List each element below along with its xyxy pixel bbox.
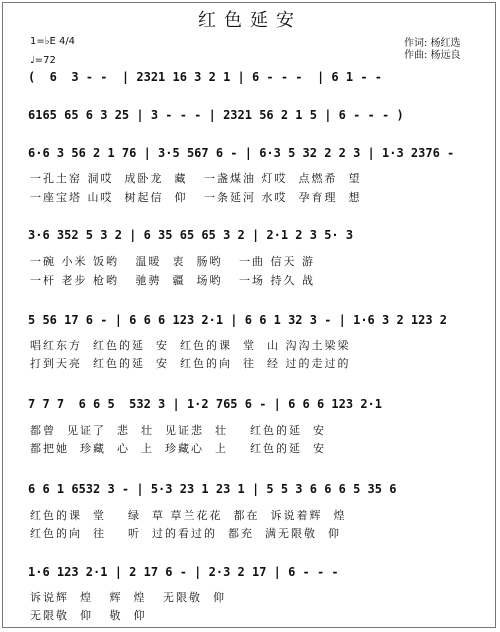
lyric-line-verse2: 一杆 老步 枪哟 驰骋 疆 场哟 一场 持久 战 [30,274,315,287]
notation-line: 1·6 123 2·1 | 2 17 6 - | 2·3 2 17 | 6 - - - [28,565,339,579]
lyric-line-verse1: 一孔土窑 洞哎 成卧龙 藏 一盏煤油 灯哎 点燃希 望 [30,172,362,185]
lyricist-credit: 作词: 杨红选 [404,38,461,49]
lyric-line-verse1: 一碗 小米 饭哟 温暖 衷 肠哟 一曲 信天 游 [30,255,315,268]
lyric-line-verse2: 一座宝塔 山哎 树起信 仰 一条延河 水哎 孕育理 想 [30,191,362,204]
lyric-line-verse1: 红色的课 堂 绿 草 草兰花花 都在 诉说着辉 煌 [30,509,347,522]
key-signature: 1=♭E 4/4 [30,36,76,47]
lyric-line-verse1: 诉说辉 煌 辉 煌 无限敬 仰 [30,591,226,604]
notation-line: 6 6 1 6532 3 - | 5·3 23 1 23 1 | 5 5 3 6 6 6 5 35 6 [28,482,397,496]
notation-line: 3·6 352 5 3 2 | 6 35 65 65 3 2 | 2·1 2 3 5· 3 [28,228,354,242]
lyric-line-verse2: 红色的向 往 听 过的看过的 都充 满无限敬 仰 [30,527,341,540]
notation-line: 7 7 7 6 6 5 532 3 | 1·2 765 6 - | 6 6 6 123 2·1 [28,397,383,411]
song-title: 红色延安 [198,10,302,31]
tempo-marking: ♩=72 [30,55,56,66]
notation-line: ( 6 3 - - | 2321 16 3 2 1 | 6 - - - | 6 1 - - [28,70,383,84]
notation-line: 6·6 3 56 2 1 76 | 3·5 567 6 - | 6·3 5 32 2 2 3 | 1·3 2376 - [28,146,455,160]
credits [404,38,461,62]
lyric-line-verse2: 打到天亮 红色的延 安 红色的向 往 经 过的走过的 [30,357,351,370]
lyric-line-verse2: 无限敬 仰 敬 仰 [30,609,147,622]
notation-line: 5 56 17 6 - | 6 6 6 123 2·1 | 6 6 1 32 3 - | 1·6 3 2 123 2 [28,313,448,327]
lyric-line-verse2: 都把她 珍藏 心 上 珍藏心 上 红色的延 安 [30,442,326,455]
lyric-line-verse1: 都曾 见证了 悲 壮 见证悲 壮 红色的延 安 [30,424,326,437]
notation-line: 6165 65 6 3 25 | 3 - - - | 2321 56 2 1 5 | 6 - - - ) [28,108,404,122]
lyric-line-verse1: 唱红东方 红色的延 安 红色的课 堂 山 沟沟土梁梁 [30,339,351,352]
composer-credit: 作曲: 杨远良 [404,50,461,61]
